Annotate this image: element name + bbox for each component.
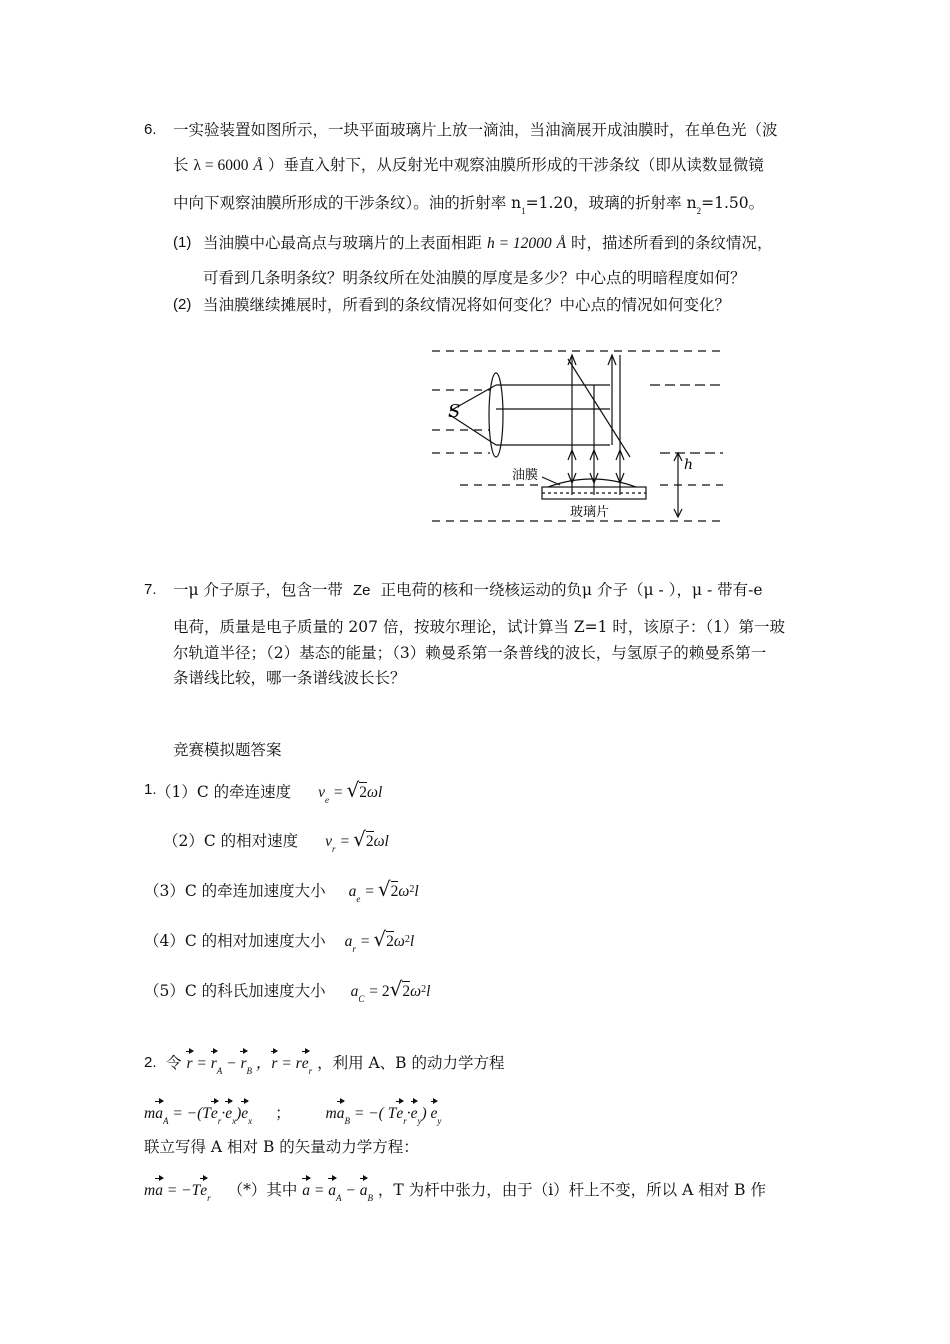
- answer-2-line-2: $ma_A = -(Te_r\cdot e_x)e_x$ ； $ma_B$ = −( $Te_r\cdot e_y$) $e_y$: [144, 1104, 442, 1126]
- q6-sub2-line: 当油膜继续摊展时，所看到的条纹情况将如何变化？中心点的情况如何变化？: [203, 296, 731, 314]
- answers-heading: 竞赛模拟题答案: [173, 741, 282, 759]
- q7-line-1: 一μ 介子原子，包含一带 Ze 正电荷的核和一绕核运动的负μ 介子（μ - ），μ - 带有-e: [173, 581, 763, 599]
- q6-line-2: 长 λ = 6000 Å ）垂直入射下，从反射光中观察油膜所形成的干涉条纹（即从读数显微镜: [173, 156, 764, 174]
- figure-oil-film-label: 油膜: [512, 468, 539, 483]
- figure-glass-label: 玻璃片: [570, 505, 610, 520]
- answer-1-item-3: （3）C 的牵连加速度大小 $a_e = √2\omega^2l$: [144, 877, 419, 904]
- q6-line-3: 中向下观察油膜所形成的干涉条纹）。油的折射率 $n_1=1.20$，玻璃的折射率 $n_2=1.50$。: [173, 194, 765, 216]
- answer-2-number: 2.: [144, 1054, 157, 1071]
- figure-h-label: h: [684, 457, 694, 473]
- q6-number: 6.: [144, 121, 157, 138]
- q7-line-4: 条谱线比较，哪一条谱线波长长？: [173, 669, 406, 687]
- q7-line-2: 电荷，质量是电子质量的 207 倍，按玻尔理论，试计算当 Z=1 时，该原子：（1）第一玻: [173, 618, 786, 636]
- q7-line-3: 尔轨道半径；（2）基态的能量；（3）赖曼系第一条普线的波长，与氢原子的赖曼系第一: [173, 644, 767, 662]
- answer-2-line-3: 联立写得 A 相对 B 的矢量动力学方程：: [144, 1138, 419, 1156]
- answer-1-item-5: （5）C 的科氏加速度大小 $a_C = 2√2\omega^2l$: [144, 977, 431, 1004]
- q7-number: 7.: [144, 581, 157, 598]
- q6-sub1-line-2: 可看到几条明条纹？明条纹所在处油膜的厚度是多少？中心点的明暗程度如何？: [203, 269, 746, 287]
- answer-1-item-2: （2）C 的相对速度 $v_r = √2\omega l$: [163, 827, 389, 854]
- figure-source-label: S: [448, 401, 461, 422]
- angstrom-unit: Å: [253, 157, 263, 174]
- answer-2-line-4: ma = $-Te_r$ （*）其中 $a = a_A - a_B$ ，T 为杆中张力，由于（i）杆上不变，所以 A 相对 B 作: [144, 1181, 766, 1203]
- interference-apparatus-figure: [430, 345, 725, 525]
- wavelength-value: λ = 6000: [193, 157, 249, 174]
- answer-1-item-1: （1）C 的牵连速度 $v_e = √2\omega l$: [156, 778, 383, 805]
- q6-sub2-label: (2): [173, 296, 192, 313]
- height-value: h = 12000: [486, 235, 552, 252]
- q6-sub1-line-1: 当油膜中心最高点与玻璃片的上表面相距 h = 12000 Å 时，描述所看到的条纹情况，: [203, 234, 773, 252]
- q6-line-1: 一实验装置如图所示，一块平面玻璃片上放一滴油，当油滴展开成油膜时，在单色光（波: [173, 121, 778, 139]
- answer-2-line-1: 令 $r = r_A - r_B$ ，$r = re_r$ ，利用 A、B 的动力学方程: [166, 1054, 505, 1076]
- q6-sub1-label: (1): [173, 234, 192, 251]
- answer-1-number: 1.: [144, 781, 157, 798]
- answer-1-item-4: （4）C 的相对加速度大小 $a_r = √2\omega^2l$: [144, 927, 415, 954]
